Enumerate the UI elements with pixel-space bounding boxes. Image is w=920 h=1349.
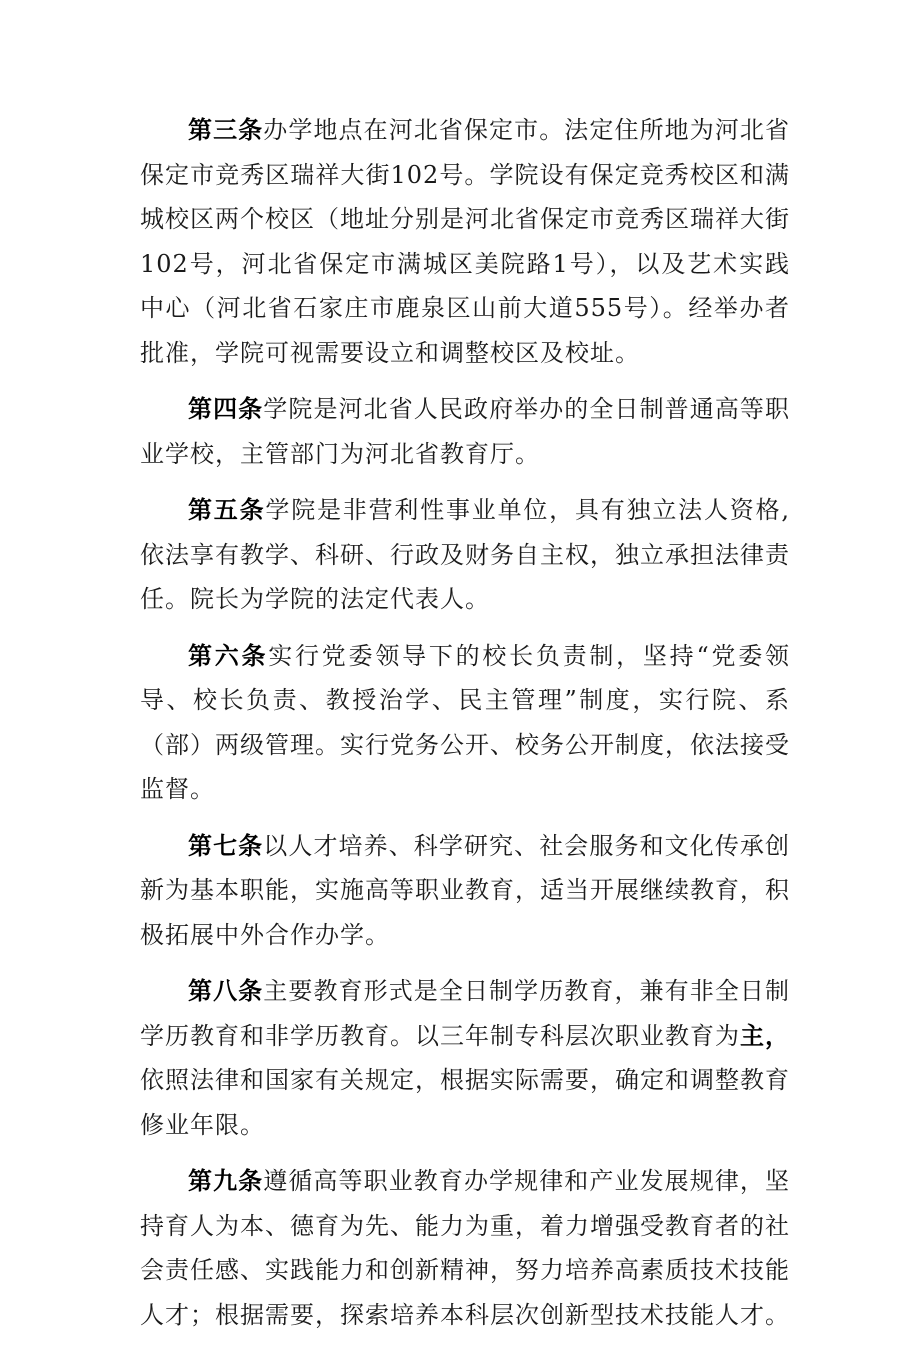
article-heading: 第三条 [188,115,264,144]
article-heading: 第六条 [188,640,269,670]
document-page [140,108,790,1349]
article-text: 主要教育形式是全日制学历教育，兼有非全日制学历教育和非学历教育。以三年制专科层次职业教育为 [140,977,791,1050]
article-7 [140,824,790,958]
article-8 [140,969,790,1147]
article-text-emphasis: 主， [740,1020,790,1050]
article-5 [140,488,790,622]
article-heading: 第五条 [188,495,266,524]
article-9 [140,1159,790,1337]
article-text: 学院是河北省人民政府举办的全日制普通高等职业学校，主管部门为河北省教育厅。 [140,395,791,468]
article-text: 以人才培养、科学研究、社会服务和文化传承创新为基本职能，实施高等职业教育，适当开展继续教育，积极拓展中外合作办学。 [140,831,791,949]
article-text: 依照法律和国家有关规定，根据实际需要，确定和调整教育修业年限。 [140,1066,790,1139]
article-text: 遵循高等职业教育办学规律和产业发展规律，坚持育人为本、德育为先、能力为重，着力增强受教育者的社会责任感、实践能力和创新精神，努力培养高素质技术技能人才；根据需要，探索培养本科层次创新型技术技能人才。 [140,1167,791,1329]
article-heading: 第八条 [188,976,264,1005]
article-4 [140,387,790,476]
article-text: 办学地点在河北省保定市。法定住所地为河北省保定市竞秀区瑞祥大街102号。学院设有保定竞秀校区和满城校区两个校区（地址分别是河北省保定市竞秀区瑞祥大街102号，河北省保定市满城区美院路1号），以及艺术实践中心（河北省石家庄市鹿泉区山前大道555号）。经举办者批准，学院可视需要设立和调整校区及校址。 [140,116,791,367]
article-6 [140,634,790,812]
article-3 [140,108,790,375]
article-heading: 第四条 [188,394,264,423]
article-text: 学院是非营利性事业单位，具有独立法人资格,依法享有教学、科研、行政及财务自主权，独立承担法律责任。院长为学院的法定代表人。 [140,496,790,613]
article-heading: 第九条 [188,1166,264,1195]
article-heading: 第七条 [188,830,264,860]
article-text: 实行党委领导下的校长负责制，坚持“党委领导、校长负责、教授治学、民主管理”制度，实行院、系（部）两级管理。实行党务公开、校务公开制度，依法接受监督。 [140,641,790,803]
